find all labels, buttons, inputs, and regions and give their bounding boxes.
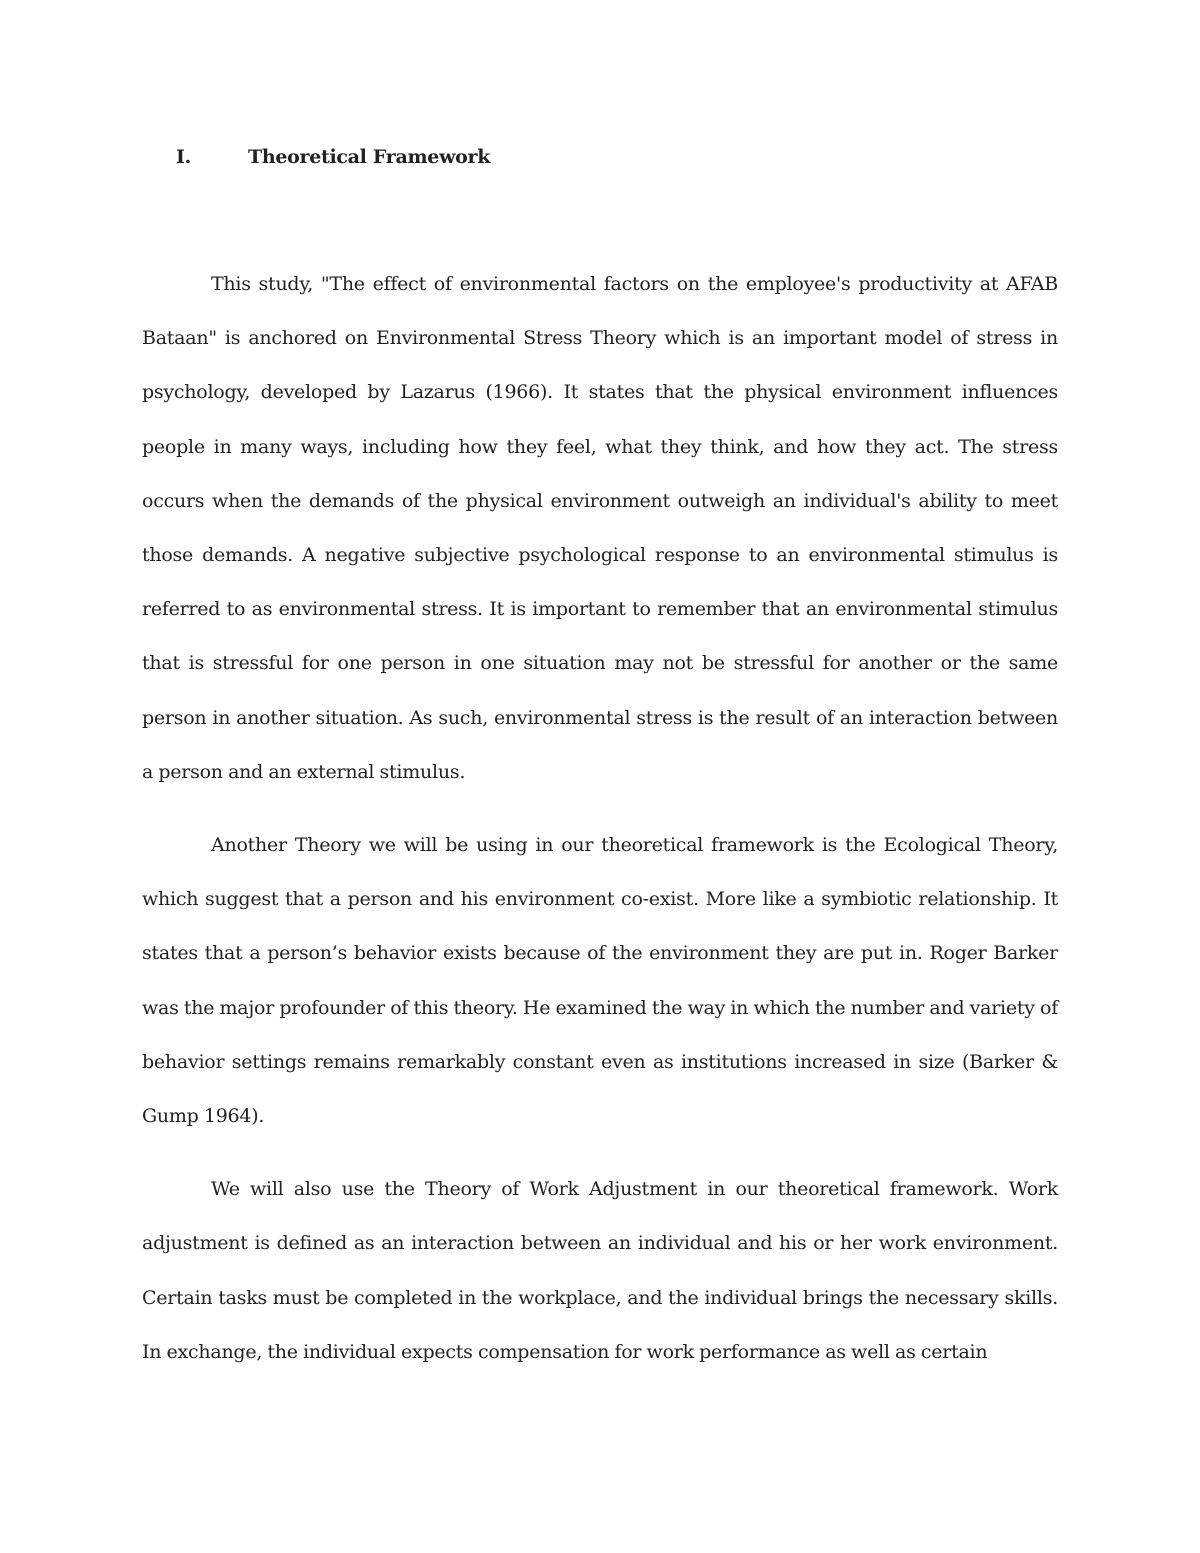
paragraph-theory-of-work-adjustment: We will also use the Theory of Work Adjustment in our theoretical framework. Work adjustment is defined as an interaction between an individual and his or her work environment. Certain tasks must be completed in the workplace, and the individual brings the necessary skills. In exchange, the individual expects compensation for work performance as well as certain — [142, 1178, 1058, 1363]
paragraph-ecological-theory: Another Theory we will be using in our theoretical framework is the Ecological Theory, which suggest that a person and his environment co-exist. More like a symbiotic relationship. It states that a person’s behavior exists because of the environment they are put in. Roger Barker was the major profounder of this theory. He examined the way in which the number and variety of behavior settings remains remarkably constant even as institutions increased in size (Barker & Gump 1964). — [142, 834, 1058, 1128]
section-heading — [176, 140, 976, 174]
body-text — [142, 257, 1058, 1379]
section-title: Theoretical Framework — [248, 146, 491, 168]
section-number: I. — [176, 146, 191, 168]
paragraph-environmental-stress-theory: This study, "The effect of environmental factors on the employee's productivity at AFAB Bataan" is anchored on Environmental Stress Theory which is an important model of stress in psychology, developed by Lazarus (1966). It states that the physical environment influences people in many ways, including how they feel, what they think, and how they act. The stress occurs when the demands of the physical environment outweigh an individual's ability to meet those demands. A negative subjective psychological response to an environmental stimulus is referred to as environmental stress. It is important to remember that an environmental stimulus that is stressful for one person in one situation may not be stressful for another or the same person in another situation. As such, environmental stress is the result of an interaction between a person and an external stimulus. — [142, 273, 1058, 783]
